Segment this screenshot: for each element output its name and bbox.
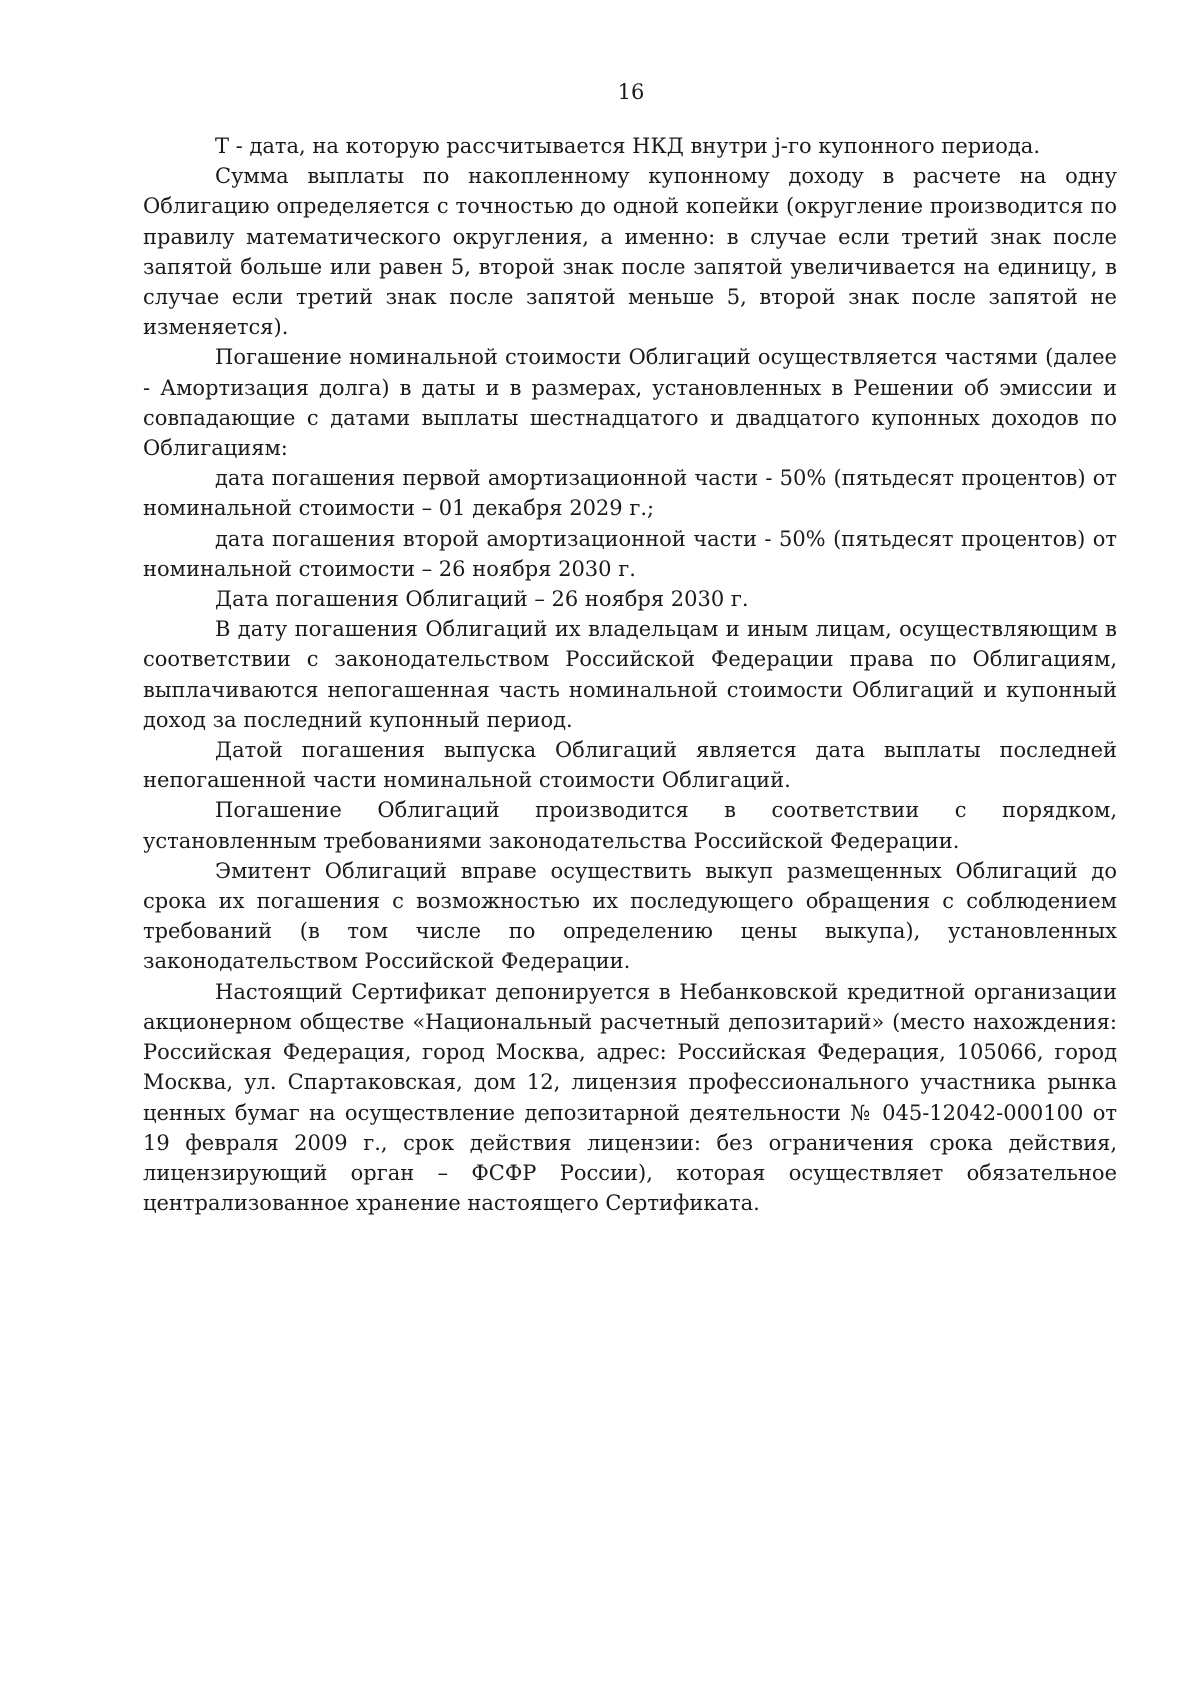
document-body [143,131,1117,1218]
paragraph-issue-redemption-date: Датой погашения выпуска Облигаций является дата выплаты последней непогашенной части номинальной стоимости Облигаций. [143,738,1117,793]
paragraph-maturity-payment: В дату погашения Облигаций их владельцам и иным лицам, осуществляющим в соответствии с законодательством Российской Федерации права по Облигациям, выплачиваются непогашенная часть номинальной стоимости Облигаций и купонный доход за последний купонный период. [143,617,1117,732]
paragraph-certificate-depository: Настоящий Сертификат депонируется в Небанковской кредитной организации акционерном обществе «Национальный расчетный депозитарий» (место нахождения: Российская Федерация, город Москва, адрес: Российская Федерация, 105066, город Москва, ул. Спартаковская, дом 12, лицензия профессионального участника рынка ценных бумаг на осуществление депозитарной деятельности № 045-12042-000100 от 19 февраля 2009 г., срок действия лицензии: без ограничения срока действия, лицензирующий орган – ФСФР России), которая осуществляет обязательное централизованное хранение настоящего Сертификата. [143,979,1117,1216]
paragraph-redemption-procedure: Погашение Облигаций производится в соответствии с порядком, установленным требованиями законодательства Российской Федерации. [143,798,1117,853]
page-number: 16 [617,80,645,104]
paragraph-nkd-date-definition: Т - дата, на которую рассчитывается НКД внутри j-го купонного периода. [215,134,1040,158]
paragraph-buyback-right: Эмитент Облигаций вправе осуществить выкуп размещенных Облигаций до срока их погашения с возможностью их последующего обращения с соблюдением требований (в том числе по определению цены выкупа), установленных законодательством Российской Федерации. [143,858,1117,974]
paragraph-first-amortization: дата погашения первой амортизационной части - 50% (пятьдесят процентов) от номинальной стоимости – 01 декабря 2029 г.; [143,466,1117,521]
paragraph-maturity-date: Дата погашения Облигаций – 26 ноября 2030 г. [215,587,749,612]
paragraph-amortization-intro: Погашение номинальной стоимости Облигаций осуществляется частями (далее - Амортизация долга) в даты и в размерах, установленных в Решении об эмиссии и совпадающие с датами выплаты шестнадцатого и двадцатого купонных доходов по Облигациям: [143,345,1117,461]
paragraph-coupon-payment-rounding: Сумма выплаты по накопленному купонному доходу в расчете на одну Облигацию определяется с точностью до одной копейки (округление производится по правилу математического округления, а именно: в случае если третий знак после запятой больше или равен 5, второй знак после запятой увеличивается на единицу, в случае если третий знак после запятой меньше 5, второй знак после запятой не изменяется). [143,164,1117,340]
paragraph-second-amortization: дата погашения второй амортизационной части - 50% (пятьдесят процентов) от номинальной стоимости – 26 ноября 2030 г. [143,526,1117,581]
